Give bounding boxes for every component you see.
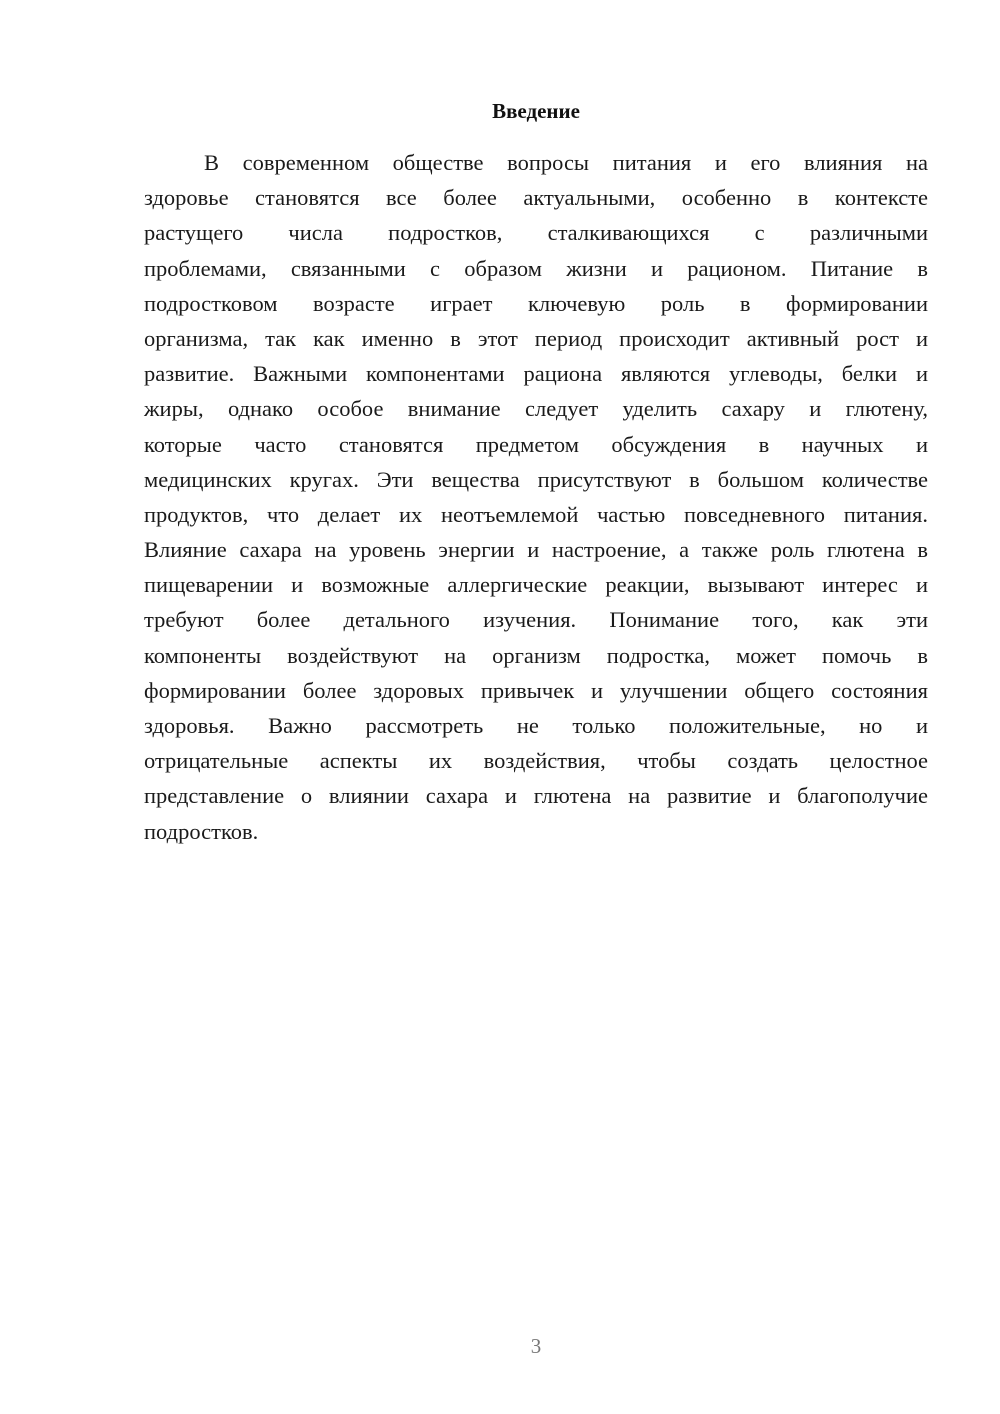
paragraph-line: которые часто становятся предметом обсуждения в научных и — [144, 431, 928, 457]
paragraph-line: формировании более здоровых привычек и улучшении общего состояния — [144, 677, 928, 703]
paragraph-line: проблемами, связанными с образом жизни и рационом. Питание в — [144, 255, 928, 281]
paragraph-line: жиры, однако особое внимание следует уделить сахару и глютену, — [144, 396, 928, 422]
paragraph-line: представление о влиянии сахара и глютена на развитие и благополучие — [144, 783, 928, 809]
introduction-paragraph — [144, 145, 928, 849]
paragraph-line: отрицательные аспекты их воздействия, чтобы создать целостное — [144, 748, 928, 774]
paragraph-line: развитие. Важными компонентами рациона являются углеводы, белки и — [144, 361, 928, 387]
paragraph-line: компоненты воздействуют на организм подростка, может помочь в — [144, 642, 928, 668]
paragraph-line: В современном обществе вопросы питания и его влияния на — [204, 150, 928, 175]
paragraph-line: медицинских кругах. Эти вещества присутствуют в большом количестве — [144, 466, 928, 492]
paragraph-line: пищеварении и возможные аллергические реакции, вызывают интерес и — [144, 572, 928, 598]
paragraph-line: здоровье становятся все более актуальными, особенно в контексте — [144, 185, 928, 211]
paragraph-line: требуют более детального изучения. Понимание того, как эти — [144, 607, 928, 633]
paragraph-line: Влияние сахара на уровень энергии и настроение, а также роль глютена в — [144, 537, 928, 563]
page-number: 3 — [530, 1334, 542, 1358]
paragraph-line: растущего числа подростков, сталкивающихся с различными — [144, 220, 928, 246]
paragraph-line: здоровья. Важно рассмотреть не только положительные, но и — [144, 713, 928, 738]
paragraph-line: подростковом возрасте играет ключевую роль в формировании — [144, 290, 928, 316]
paragraph-line: подростков. — [144, 818, 259, 844]
section-title: Введение — [492, 99, 580, 123]
paragraph-line: организма, так как именно в этот период происходит активный рост и — [144, 325, 928, 351]
paragraph-line: продуктов, что делает их неотъемлемой частью повседневного питания. — [144, 501, 928, 527]
